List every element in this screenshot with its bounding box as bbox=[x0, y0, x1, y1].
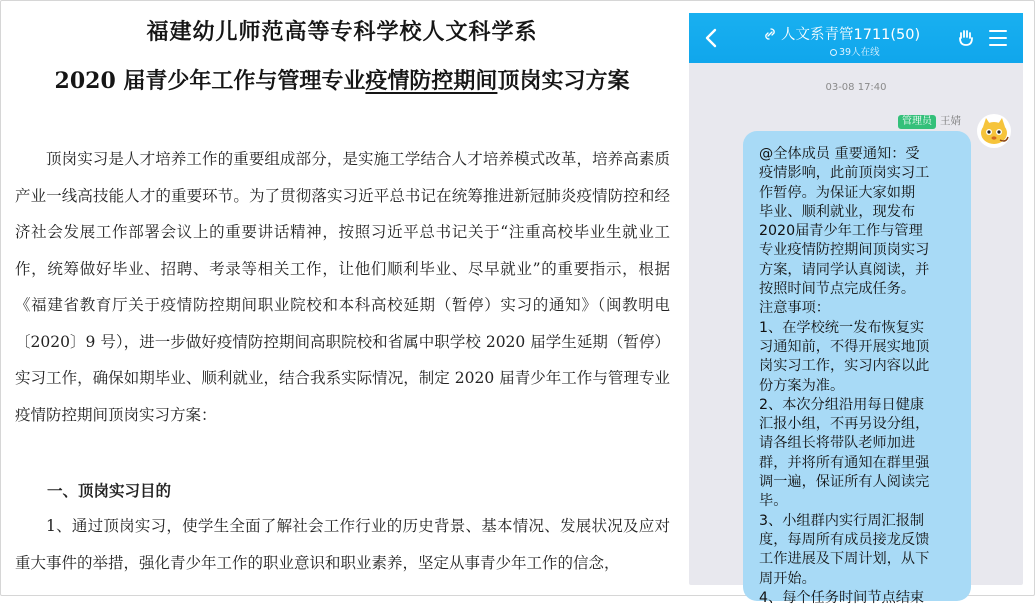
message-line: 岗实习工作，实习内容以此 bbox=[759, 358, 930, 375]
chat-header bbox=[689, 13, 1023, 63]
message-line: 疫情影响，此前顶岗实习工 bbox=[759, 165, 930, 182]
message-line: 份方案为准。 bbox=[759, 377, 845, 394]
message-line: 度，每周所有成员接龙反馈 bbox=[759, 531, 930, 548]
section-body bbox=[15, 508, 670, 581]
message-line: 3、小组群内实行周汇报制 bbox=[759, 512, 925, 529]
message-line: 周开始。 bbox=[759, 570, 816, 587]
intro-paragraph: 顶岗实习是人才培养工作的重要组成部分，是实施工学结合人才培养模式改革，培养高素质产业一线高技能人才的重要环节。为了贯彻落实习近平总书记在统筹推进新冠肺炎疫情防控和经济社会发展工作部署会议上的重要讲话精神，按照习近平总书记关于“注重高校毕业生就业工作，统筹做好毕业、招聘、考录等相关工作，让他们顺利毕业、尽早就业”的重要指示，根据《福建省教育厅关于疫情防控期间职业院校和本科高校延期（暂停）实习的通知》（闽教明电〔2020〕9 号），进一步做好疫情防控期间高职院校和省属中职学校 2020 届学生延期（暂停）实习工作，确保如期毕业、顺利就业，结合我系实际情况，制定 2020 届青少年工作与管理专业疫情防控期间顶岗实习方案： bbox=[15, 150, 670, 424]
document-panel bbox=[1, 1, 683, 597]
message-line: 调一遍，保证所有人阅读完 bbox=[759, 474, 930, 491]
message-timestamp: 03-08 17:40 bbox=[825, 82, 887, 93]
message-line: 方案，请同学认真阅读，并 bbox=[759, 261, 930, 278]
sender-name[interactable]: 王婧 bbox=[940, 115, 961, 127]
cartoon-avatar-icon[interactable] bbox=[976, 113, 1012, 149]
section-heading: 一、顶岗实习目的 bbox=[47, 481, 172, 500]
admin-badge: 管理员 bbox=[898, 115, 936, 129]
message-bubble[interactable] bbox=[743, 131, 971, 606]
chat-screen bbox=[689, 13, 1023, 606]
document-intro bbox=[15, 141, 670, 433]
menu-icon[interactable] bbox=[989, 30, 1007, 46]
message-line: 群，并将所有通知在群里强 bbox=[759, 454, 930, 471]
message-line: 4、每个任务时间节点结束 bbox=[759, 589, 925, 606]
message-line: 毕。 bbox=[759, 493, 788, 510]
document-title-line2 bbox=[1, 64, 683, 95]
message-line: 2、本次分组沿用每日健康 bbox=[759, 396, 925, 413]
message-line: 毕业、顺利就业，现发布 bbox=[759, 203, 916, 220]
message-line: 2020届青少年工作与管理 bbox=[759, 223, 923, 240]
message-line: 习通知前，不得开展实地顶 bbox=[759, 338, 930, 355]
sender-row bbox=[898, 113, 961, 129]
group-title[interactable] bbox=[763, 23, 963, 44]
message-line: 作暂停。为保证大家如期 bbox=[759, 184, 916, 201]
message-line: 专业疫情防控期间顶岗实习 bbox=[759, 242, 930, 259]
title-line2-underlined: 疫情防控期间 bbox=[365, 68, 498, 94]
message-line: 1、在学校统一发布恢复实 bbox=[759, 319, 925, 336]
title-line2-prefix: 2020 届青少年工作与管理专业 bbox=[54, 68, 366, 94]
message-line: 请各组长将带队老师加进 bbox=[759, 435, 916, 452]
message-line: 按照时间节点完成任务。 bbox=[759, 281, 916, 298]
message-line: 工作进展及下周计划，从下 bbox=[759, 551, 930, 568]
message-line: 注意事项： bbox=[759, 300, 830, 317]
online-count bbox=[830, 44, 880, 58]
group-name: 人文系青管1711(50) bbox=[781, 27, 921, 43]
back-arrow-icon[interactable] bbox=[701, 25, 723, 51]
online-text: 39人在线 bbox=[839, 47, 880, 58]
link-icon bbox=[763, 27, 777, 41]
document-title-line1: 福建幼儿师范高等专科学校人文科学系 bbox=[146, 19, 538, 45]
title-line2-suffix: 顶岗实习方案 bbox=[497, 68, 630, 94]
section-paragraph: 1、通过顶岗实习，使学生全面了解社会工作行业的历史背景、基本情况、发展状况及应对重大事件的举措，强化青少年工作的职业意识和职业素养，坚定从事青少年工作的信念， bbox=[15, 517, 670, 572]
message-line: 汇报小组，不再另设分组， bbox=[759, 416, 930, 433]
message-line: @全体成员 重要通知：受 bbox=[759, 146, 920, 162]
raise-hand-icon[interactable] bbox=[956, 28, 976, 48]
online-dot-icon bbox=[830, 49, 837, 56]
